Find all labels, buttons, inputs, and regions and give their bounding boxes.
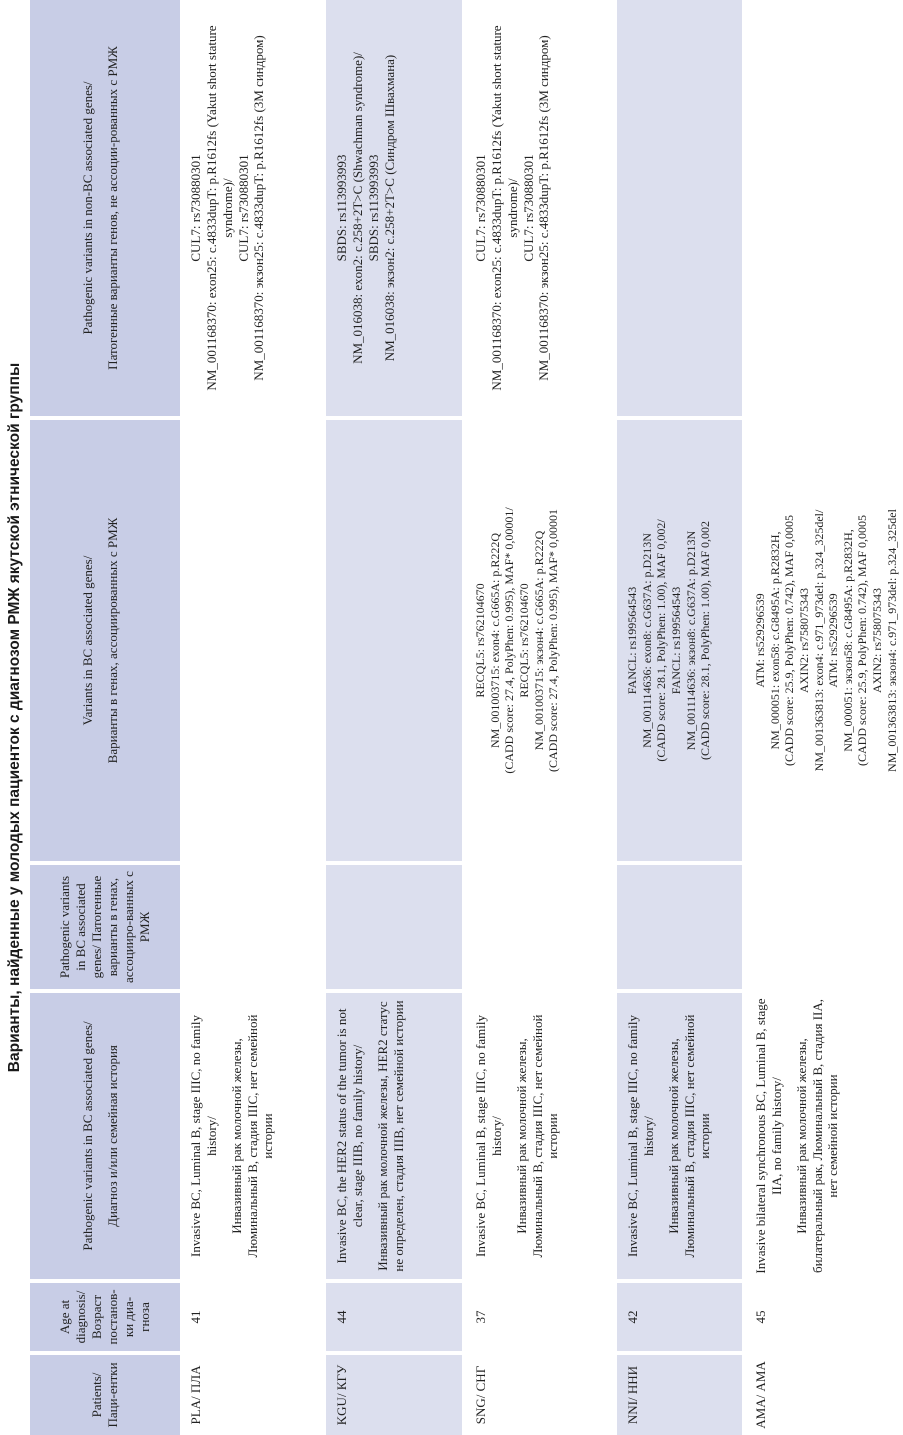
nonbc-line: CUL7: rs730880301 [235,154,251,262]
header-variants-bc-ru: Варианты в генах, ассоциированных с РМЖ [105,517,120,764]
cell-pathogenic-bc [742,865,903,993]
variant-line: NM_001003715: exon4: c.G665A: p.R222Q [487,533,502,748]
cell-patient: AMA/ АМА [742,1355,903,1435]
nonbc-line: NM_001168370: exon25: c.4833dupT: p.R1612fs (Yakut short stature syndrome)/ [203,25,235,391]
diagnosis-en: Invasive BC, Luminal B, stage IIIC, no family history/ [188,1015,219,1257]
header-variants-bc [30,420,180,865]
nonbc-line: SBDS: rs113993993 [365,154,381,262]
variant-line: ATM: rs529296539 [826,593,841,688]
cell-pathogenic-bc [614,865,742,993]
table-row [323,0,462,1435]
cell-variants-bc [614,420,742,865]
variant-line: NM_000051: exon58: c.G8495A: p.R2832H, [767,531,782,750]
nonbc-line: NM_001168370: экзон25: c.4833dupT: p.R1612fs (3M синдром) [251,35,267,381]
cell-variants-bc [742,420,903,865]
cell-nonbc [462,0,614,420]
cell-nonbc [742,0,903,420]
diagnosis-ru: Инвазивный рак молочной железы, Люминальный В, стадия IIIC, нет семейной истории [228,1014,276,1258]
nonbc-line: CUL7: rs730880301 [520,154,536,262]
diagnosis-en: Invasive BC, Luminal B, stage IIIC, no family history/ [625,1015,656,1257]
header-nonbc [30,0,180,420]
diagnosis-en: Invasive BC, Luminal B, stage IIIC, no family history/ [473,1015,504,1257]
diagnosis-en: Invasive bilateral synchronous BC, Luminal B, stage IIA, no family history/ [753,998,784,1274]
variant-line: FANCL: rs199564543 [668,586,683,695]
header-variants-bc-en: Variants in BC associated genes/ [80,555,96,726]
variant-line: ATM: rs529296539 [753,593,767,688]
header-diagnosis-en: Pathogenic variants in BC associated genes/ [80,1021,96,1251]
variant-line: NM_001003715: экзон4: c.G665A: p.R222Q [531,530,546,751]
cell-age: 41 [180,1283,323,1355]
cell-age: 45 [742,1283,903,1355]
header-diagnosis [30,993,180,1283]
variant-line: NM_001114636: exon8: c.G637A: p.D213N [639,533,654,748]
cell-diagnosis [742,993,903,1283]
cell-patient: SNG/ СНГ [462,1355,614,1435]
variant-line: NM_000051: экзон58: c.G8495A: p.R2832H, [840,529,855,752]
cell-variants-bc [462,420,614,865]
table-row [462,0,614,1435]
variant-line: RECQL5: rs762104670 [516,583,531,698]
variant-line: RECQL5: rs762104670 [473,583,487,698]
variant-line: (CADD score: 25.9, PolyPhen: 0.742), MAF 0,0005 [855,515,870,766]
cell-nonbc [614,0,742,420]
cell-age: 44 [323,1283,462,1355]
header-pathogenic-bc: Pathogenic variants in BC associated genes/ Патогенные варианты в генах, ассоцииро-ванных с РМЖ [30,865,180,993]
header-patients: Patients/ Паци-ентки [30,1355,180,1435]
variant-line: (CADD score: 25.9, PolyPhen: 0.742), MAF 0,0005 [782,515,797,766]
nonbc-line: NM_016038: exon2: c.258+2T>C (Shwachman syndrome)/ [349,52,365,364]
table-title: Варианты, найденные у молодых пациенток с диагнозом РМЖ якутской этнической группы [6,362,23,1073]
cell-nonbc [180,0,323,420]
variant-line: AXIN2: rs758075343 [870,588,884,693]
variant-line: (CADD score: 28.1, PolyPhen: 1.00), MAF 0,002/ [654,519,669,762]
table-row [742,0,903,1435]
cell-patient: PLA/ ПЛА [188,1365,203,1425]
variant-line: (CADD score: 28.1, PolyPhen: 1.00), MAF 0,002 [698,521,713,760]
nonbc-line: CUL7: rs730880301 [188,154,203,262]
variant-line: NM_001114636: экзон8: c.G637A: p.D213N [683,530,698,751]
cell-pathogenic-bc [323,865,462,993]
header-diagnosis-ru: Диагноз и/или семейная история [105,1045,120,1227]
variants-table [30,0,903,1435]
diagnosis-ru: Инвазивный рак молочной железы, Люминальный В, стадия IIIC, нет семейной истории [665,1014,713,1258]
cell-diagnosis [462,993,614,1283]
cell-diagnosis [614,993,742,1283]
header-age: Age at diagnosis/ Возраст постанов-ки диа-гноза [30,1283,180,1355]
variant-line: (CADD score: 27.4, PolyPhen: 0.995), MAF* 0,00001/ [502,507,517,774]
nonbc-line: NM_001168370: экзон25: c.4833dupT: p.R1612fs (3M синдром) [536,35,552,381]
cell-pathogenic-bc [462,865,614,993]
cell-diagnosis [180,993,323,1283]
nonbc-line: NM_016038: экзон2: c.258+2T>C (Синдром Швахмана) [381,54,397,362]
diagnosis-ru: Инвазивный рак молочной железы, билатеральный рак, Люминальный В, стадия IIA, нет семейной истории [793,998,841,1274]
diagnosis-en: Invasive BC, the HER2 status of the tumor is not clear, stage IIIB, no family history/ [334,1008,365,1264]
table-row [180,0,323,1435]
cell-pathogenic-bc [180,865,323,993]
cell-patient: NNI/ ННИ [614,1355,742,1435]
diagnosis-ru: Инвазивный рак молочной железы, HER2 статус не определен, стадия IIIB, нет семейной истории [374,1000,406,1272]
nonbc-line: NM_001168370: exon25: c.4833dupT: p.R1612fs (Yakut short stature syndrome)/ [488,25,520,391]
nonbc-line: CUL7: rs730880301 [473,154,488,262]
variant-line: NM_001363813: exon4: c.971_973del: p.324_325del/ [811,509,826,772]
table-row [614,0,742,1435]
cell-age: 37 [462,1283,614,1355]
diagnosis-ru: Инвазивный рак молочной железы, Люминальный В, стадия IIIC, нет семейной истории [513,1014,561,1258]
cell-patient: KGU/ КГУ [323,1355,462,1435]
cell-variants-bc [180,420,323,865]
variant-line: NM_001363813: экзон4: c.971_973del: p.324_325del [884,509,899,772]
variant-line: AXIN2: rs758075343 [796,588,811,693]
variant-line: (CADD score: 27.4, PolyPhen: 0.995), MAF* 0,00001 [546,509,561,772]
nonbc-line: SBDS: rs113993993 [334,154,349,262]
header-nonbc-ru: Патогенные варианты генов, не ассоции-рованных с РМЖ [105,46,120,370]
cell-variants-bc [323,420,462,865]
cell-nonbc [323,0,462,420]
cell-age: 42 [614,1283,742,1355]
header-nonbc-en: Pathogenic variants in non-BC associated genes/ [80,81,96,335]
variant-line: FANCL: rs199564543 [625,586,639,695]
cell-diagnosis [323,993,462,1283]
